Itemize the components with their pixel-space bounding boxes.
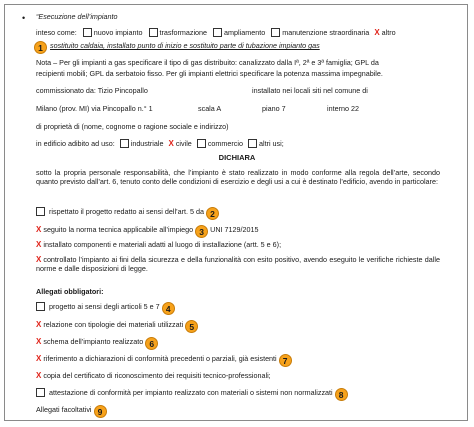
x-mark-riferimento: X — [36, 354, 42, 363]
x-mark-norma: X — [36, 225, 42, 234]
intervention-lead: inteso come: — [36, 28, 77, 37]
checkbox-progetto-art[interactable] — [36, 302, 45, 311]
declaration-heading: DICHIARA — [218, 153, 256, 162]
attachment-item-2 — [36, 320, 198, 333]
badge-6: 6 — [145, 337, 158, 350]
declaration-item-2 — [36, 225, 259, 238]
use-altri: altri usi; — [258, 139, 284, 148]
checkbox-nuovo[interactable] — [83, 28, 92, 37]
address: Milano (prov. MI) via Pincopallo n.° 1 — [36, 104, 153, 113]
badge-1: 1 — [34, 41, 47, 54]
badge-5: 5 — [185, 320, 198, 333]
option-ampliamento: ampliamento — [224, 28, 266, 37]
declaration-paragraph: sotto la propria personale responsabilità, che l’impianto è stato realizzato in modo conforme alla regola dell’arte, secondo quanto previsto dall’art. 6, tenuto conto delle condizioni di esercizio e degli usi a cui è destinato l’edificio, avendo in particolare: — [36, 168, 440, 186]
optional-attachments — [36, 405, 107, 418]
section-title: “Esecuzione dell’impianto — [36, 12, 118, 21]
declaration-item-4 — [36, 255, 440, 273]
attachment-item-1 — [36, 302, 175, 315]
declaration-item-1 — [36, 207, 219, 220]
declaration-item-4-text: controllato l’impianto ai fini della sicurezza e della funzionalità con esito positivo, avendo eseguito le verifiche richieste dalle norme e dalle disposizioni di legge. — [36, 255, 440, 273]
option-altro: altro — [381, 28, 396, 37]
attachment-item-6 — [36, 388, 348, 401]
attachment-item-3-text: schema dell’impianto realizzato — [43, 337, 144, 346]
interno: interno 22 — [327, 104, 359, 113]
declaration-item-3-text: installato componenti e materiali adatti al luogo di installazione (artt. 5 e 6); — [43, 240, 282, 249]
option-manutenzione: manutenzione straordinaria — [282, 28, 370, 37]
x-mark-schema: X — [36, 337, 42, 346]
badge-4: 4 — [162, 302, 175, 315]
attachment-item-3 — [36, 337, 158, 350]
attachment-item-5-text: copia del certificato di riconoscimento dei requisiti tecnico-professionali; — [43, 371, 271, 380]
checkbox-progetto[interactable] — [36, 207, 45, 216]
declaration-item-1-text: rispettato il progetto redatto ai sensi dell’art. 5 da — [49, 207, 205, 216]
installed-in: installato nei locali siti nel comune di — [252, 86, 368, 95]
attachment-item-5 — [36, 371, 271, 380]
scala: scala A — [198, 104, 222, 113]
attachment-item-4 — [36, 354, 292, 367]
checkbox-commercio[interactable] — [197, 139, 206, 148]
nota-line-1: Nota – Per gli impianti a gas specificare il tipo di gas distribuito: canalizzato dalla Iª, 2ª e 3ª famiglia; GPL da — [36, 58, 379, 67]
x-mark-controllato: X — [36, 255, 42, 264]
other-detail-text: sostituito caldaia, installato punto di inizio e sostituito parte di tubazione impianto gas — [50, 41, 320, 50]
bullet: • — [22, 13, 26, 23]
building-use-row — [36, 139, 284, 148]
attachment-item-4-text: riferimento a dichiarazioni di conformità precedenti o parziali, già esistenti — [43, 354, 277, 363]
x-mark-componenti: X — [36, 240, 42, 249]
badge-9: 9 — [94, 405, 107, 418]
attachment-item-1-text: progetto ai sensi degli articoli 5 e 7 — [49, 302, 160, 311]
declaration-item-2-text: seguito la norma tecnica applicabile all’impiego — [43, 225, 194, 234]
badge-7: 7 — [279, 354, 292, 367]
badge-3: 3 — [195, 225, 208, 238]
commissioned-by: commissionato da: Tizio Pincopallo — [36, 86, 148, 95]
checkbox-altri-usi[interactable] — [248, 139, 257, 148]
attachment-item-6-text: attestazione di conformità per impianto realizzato con materiali o sistemi non normalizzati — [49, 388, 333, 397]
x-mark-altro: X — [374, 28, 380, 37]
ownership: di proprietà di (nome, cognome o ragione sociale e indirizzo) — [36, 122, 229, 131]
intervention-row — [36, 28, 396, 37]
piano: piano 7 — [262, 104, 286, 113]
checkbox-trasformazione[interactable] — [149, 28, 158, 37]
option-nuovo: nuovo impianto — [93, 28, 143, 37]
use-commercio: commercio — [207, 139, 243, 148]
use-industriale: industriale — [130, 139, 164, 148]
nota-line-2: recipienti mobili; GPL da serbatoio fisso. Per gli impianti elettrici specificare la potenza massima impegnabile. — [36, 69, 383, 78]
x-mark-civile: X — [168, 139, 174, 148]
x-mark-relazione: X — [36, 320, 42, 329]
use-civile: civile — [175, 139, 192, 148]
attachment-item-2-text: relazione con tipologie dei materiali utilizzati — [43, 320, 184, 329]
building-use-label: in edificio adibito ad uso: — [36, 139, 115, 148]
checkbox-industriale[interactable] — [120, 139, 129, 148]
badge-2: 2 — [206, 207, 219, 220]
checkbox-attestazione[interactable] — [36, 388, 45, 397]
badge-8: 8 — [335, 388, 348, 401]
checkbox-ampliamento[interactable] — [213, 28, 222, 37]
checkbox-manutenzione[interactable] — [271, 28, 280, 37]
other-detail-row — [34, 41, 320, 54]
norma-code: UNI 7129/2015 — [210, 225, 259, 234]
x-mark-certificato: X — [36, 371, 42, 380]
option-trasformazione: trasformazione — [159, 28, 208, 37]
optional-attachments-text: Allegati facoltativi — [36, 405, 92, 414]
attachments-heading: Allegati obbligatori: — [36, 287, 104, 296]
declaration-item-3 — [36, 240, 281, 249]
